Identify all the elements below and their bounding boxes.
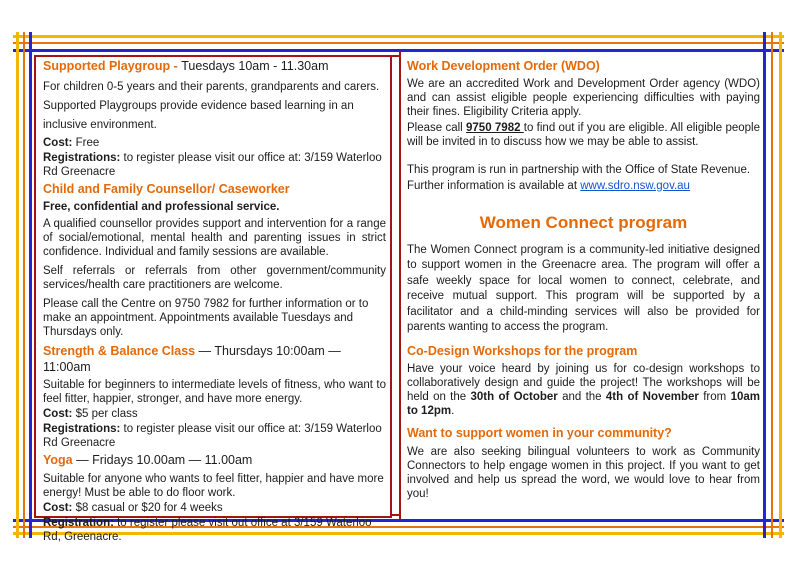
- counsellor-intro-line: Free, confidential and professional service.: [43, 201, 280, 213]
- border-line-orange-left: [23, 32, 25, 538]
- border-line-blue-right: [763, 32, 766, 538]
- yoga-heading: Yoga — Fridays 10.00am — 11.00am: [43, 453, 253, 467]
- women-connect-heading: Women Connect program: [479, 212, 688, 232]
- playgroup-cost-line: Cost: Free: [43, 136, 100, 149]
- wdo-heading: Work Development Order (WDO): [407, 59, 600, 73]
- playgroup-description-text: Supported Playgroups provide evidence based learning in an inclusive environment.: [43, 99, 354, 131]
- support-women-description: We are also seeking bilingual volunteers to work as Community Connectors to help engage women in this project. If you want to get involved and help us spread the word, we would love to hear from you!: [407, 445, 760, 500]
- wdo-partnership-text: This program is run in partnership with the Office of State Revenue.: [407, 163, 751, 176]
- border-line-orange-top: [13, 42, 784, 44]
- playgroup-audience-text: For children 0-5 years and their parents, grandparents and carers.: [43, 80, 380, 93]
- strength-balance-heading: Strength & Balance Class — Thursdays 10:00am — 11:00am: [43, 344, 341, 374]
- border-line-orange-right: [771, 32, 773, 538]
- counsellor-description-text: A qualified counsellor provides support and intervention for a range of social/emotional, mental health and parenting issues in strict confidence. Individual and family sessions are available.: [43, 218, 386, 258]
- divider-bottom-stub: [392, 514, 401, 516]
- supported-playgroup-heading: Supported Playgroup - Tuesdays 10am - 11.30am: [43, 59, 329, 73]
- playgroup-registration-line: Registrations: to register please visit our office at: 3/159 Waterloo Rd Greenacre: [43, 151, 382, 178]
- yoga-description-text: Suitable for anyone who wants to feel fitter, happier and have more energy! Must be able to do floor work.: [43, 472, 384, 499]
- counsellor-referrals-text: Self referrals or referrals from other government/community services/health care practitioners are welcome.: [43, 265, 386, 291]
- right-column: [407, 59, 760, 506]
- wdo-description-text: We are an accredited Work and Development Order agency (WDO) and can assist eligible people experiencing difficulties with paying their fines. Eligibility Criteria apply.: [407, 77, 760, 118]
- column-divider-line: [399, 51, 401, 519]
- support-women-heading: Want to support women in your community?: [407, 426, 672, 440]
- wdo-further-info-line: Further information is available at www.sdro.nsw.gov.au: [407, 179, 690, 192]
- left-column: [43, 59, 386, 549]
- border-line-yellow-right: [779, 32, 782, 538]
- strength-description-text: Suitable for beginners to intermediate levels of fitness, who want to feel fitter, happier, stronger, and have more energy.: [43, 379, 386, 405]
- strength-registration-line: Registrations: to register please visit our office at: 3/159 Waterloo Rd Greenacre: [43, 423, 382, 449]
- divider-top-stub: [392, 55, 401, 57]
- strength-cost-line: Cost: $5 per class: [43, 408, 138, 420]
- wdo-eligibility-text: Please call 9750 7982 to find out if you are eligible. All eligible people will be invited in to discuss how we may be able to assist.: [407, 121, 760, 148]
- codesign-description: Have your voice heard by joining us for co-design workshops to collaboratively design and guide the project! The workshops will be held on the 30th of October and the 4th of November from 10am to 12pm.: [407, 363, 760, 417]
- border-line-yellow-left: [16, 32, 19, 538]
- sdro-link[interactable]: www.sdro.nsw.gov.au: [580, 179, 690, 192]
- counsellor-contact-text: Please call the Centre on 9750 7982 for further information or to make an appointment. Appointments available Tuesdays and Thursdays only.: [43, 298, 369, 338]
- yoga-registration-line: Registration: to register please visit out office at 3/159 Waterloo Rd, Greenacre.: [43, 516, 372, 543]
- codesign-heading: Co-Design Workshops for the program: [407, 343, 638, 358]
- border-line-blue-left: [29, 32, 32, 538]
- border-line-yellow-top: [13, 35, 784, 38]
- yoga-cost-line: Cost: $8 casual or $20 for 4 weeks: [43, 501, 223, 514]
- counsellor-heading: Child and Family Counsellor/ Caseworker: [43, 181, 290, 196]
- women-connect-description: The Women Connect program is a community-led initiative designed to support women in the Greenacre area. The program will offer a safe weekly space for local women to connect, celebrate, and receive mutual support. This program will be supported by a facilitator and a child-minding services will also be provided for parents wanting to access the program.: [407, 243, 760, 333]
